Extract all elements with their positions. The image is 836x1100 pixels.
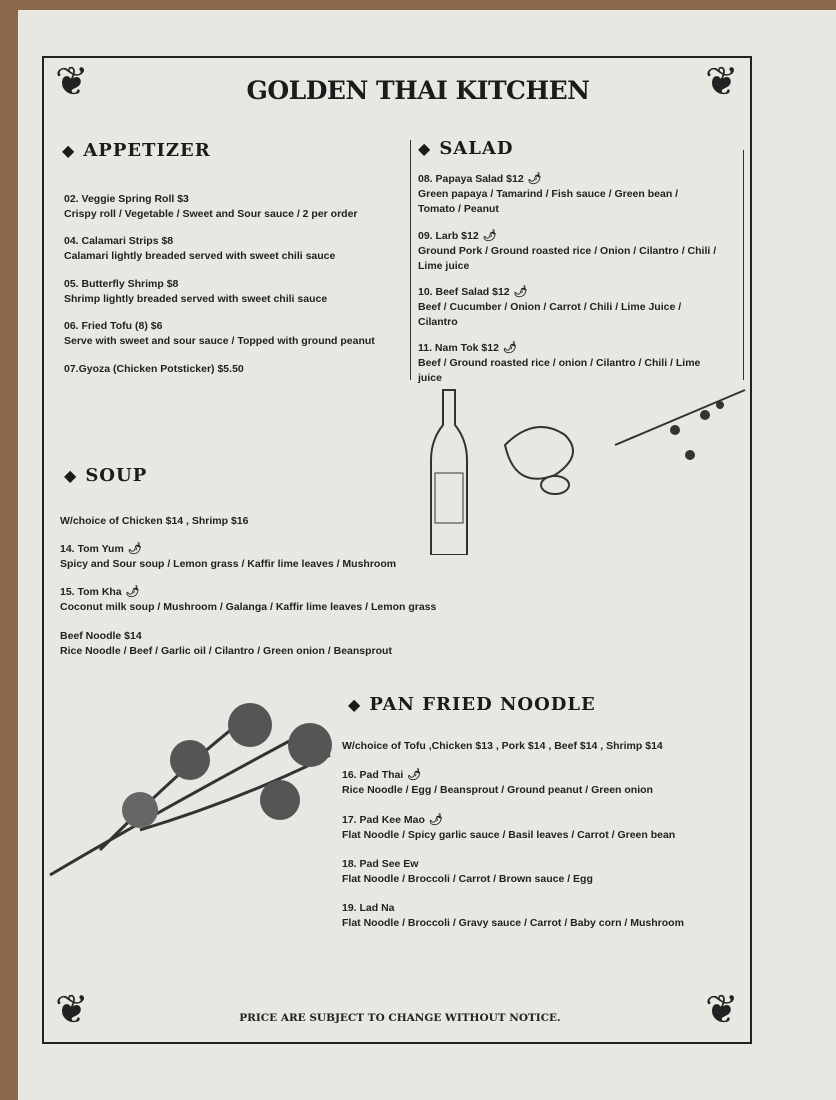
menu-item: 06. Fried Tofu (8) $6 Serve with sweet and sour sauce / Topped with ground peanut: [64, 320, 375, 347]
section-heading-appetizer: ◆ APPETIZER: [62, 140, 211, 161]
menu-item: 11. Nam Tok $12 🌶 Beef / Ground roasted rice / onion / Cilantro / Chili / Lime juice: [418, 342, 701, 384]
ornament-icon: ❦: [55, 59, 89, 105]
section-heading-pan-fried-noodle: ◆ PAN FRIED NOODLE: [348, 694, 596, 715]
ornament-icon: ❦: [705, 987, 739, 1033]
cilantro-illustration: [40, 700, 340, 880]
ornament-icon: ❦: [55, 987, 89, 1033]
menu-item: 05. Butterfly Shrimp $8 Shrimp lightly breaded served with sweet chili sauce: [64, 278, 328, 305]
chili-icon: 🌶: [127, 543, 142, 555]
section-heading-salad: ◆ SALAD: [418, 138, 514, 159]
menu-item: 14. Tom Yum 🌶 Spicy and Sour soup / Lemon grass / Kaffir lime leaves / Mushroom: [60, 543, 397, 570]
menu-item: 07.Gyoza (Chicken Potsticker) $5.50: [64, 363, 244, 375]
chili-icon: 🌶: [513, 286, 528, 298]
menu-item: 16. Pad Thai 🌶 Rice Noodle / Egg / Beansprout / Ground peanut / Green onion: [342, 769, 653, 796]
noodle-choice-note: W/choice of Tofu ,Chicken $13 , Pork $14 , Beef $14 , Shrimp $14: [342, 740, 663, 752]
menu-item: 18. Pad See Ew Flat Noodle / Broccoli / Carrot / Brown sauce / Egg: [342, 858, 593, 885]
chili-icon: 🌶: [407, 769, 422, 781]
menu-item: 02. Veggie Spring Roll $3 Crispy roll / Vegetable / Sweet and Sour sauce / 2 per order: [64, 193, 358, 220]
divider: [743, 150, 744, 380]
ornament-icon: ❦: [705, 59, 739, 105]
chili-icon: 🌶: [482, 230, 497, 242]
price-disclaimer: PRICE ARE SUBJECT TO CHANGE WITHOUT NOTICE.: [239, 1012, 561, 1024]
diamond-icon: ◆: [64, 466, 78, 485]
chili-icon: 🌶: [125, 586, 140, 598]
menu-item: 19. Lad Na Flat Noodle / Broccoli / Gravy sauce / Carrot / Baby corn / Mushroom: [342, 902, 684, 929]
menu-item: 15. Tom Kha 🌶 Coconut milk soup / Mushroom / Galanga / Kaffir lime leaves / Lemon grass: [60, 586, 437, 613]
menu-item: 10. Beef Salad $12 🌶 Beef / Cucumber / Onion / Carrot / Chili / Lime Juice / Cilantro: [418, 286, 682, 328]
fish-sauce-galangal-illustration: [425, 385, 750, 555]
menu-item: Beef Noodle $14 Rice Noodle / Beef / Garlic oil / Cilantro / Green onion / Beansprout: [60, 630, 392, 657]
diamond-icon: ◆: [418, 139, 432, 158]
menu-item: 17. Pad Kee Mao 🌶 Flat Noodle / Spicy garlic sauce / Basil leaves / Carrot / Green bean: [342, 814, 676, 841]
menu-item: 09. Larb $12 🌶 Ground Pork / Ground roasted rice / Onion / Cilantro / Chili / Lime juice: [418, 230, 717, 272]
diamond-icon: ◆: [348, 695, 362, 714]
soup-choice-note: W/choice of Chicken $14 , Shrimp $16: [60, 515, 249, 527]
divider: [410, 140, 411, 380]
chili-icon: 🌶: [527, 173, 542, 185]
menu-item: 08. Papaya Salad $12 🌶 Green papaya / Tamarind / Fish sauce / Green bean / Tomato / Peanut: [418, 173, 679, 215]
chili-icon: 🌶: [502, 342, 517, 354]
section-heading-soup: ◆ SOUP: [64, 465, 148, 486]
diamond-icon: ◆: [62, 141, 76, 160]
restaurant-title: GOLDEN THAI KITCHEN: [246, 76, 590, 105]
chili-icon: 🌶: [428, 814, 443, 826]
menu-item: 04. Calamari Strips $8 Calamari lightly breaded served with sweet chili sauce: [64, 235, 336, 262]
